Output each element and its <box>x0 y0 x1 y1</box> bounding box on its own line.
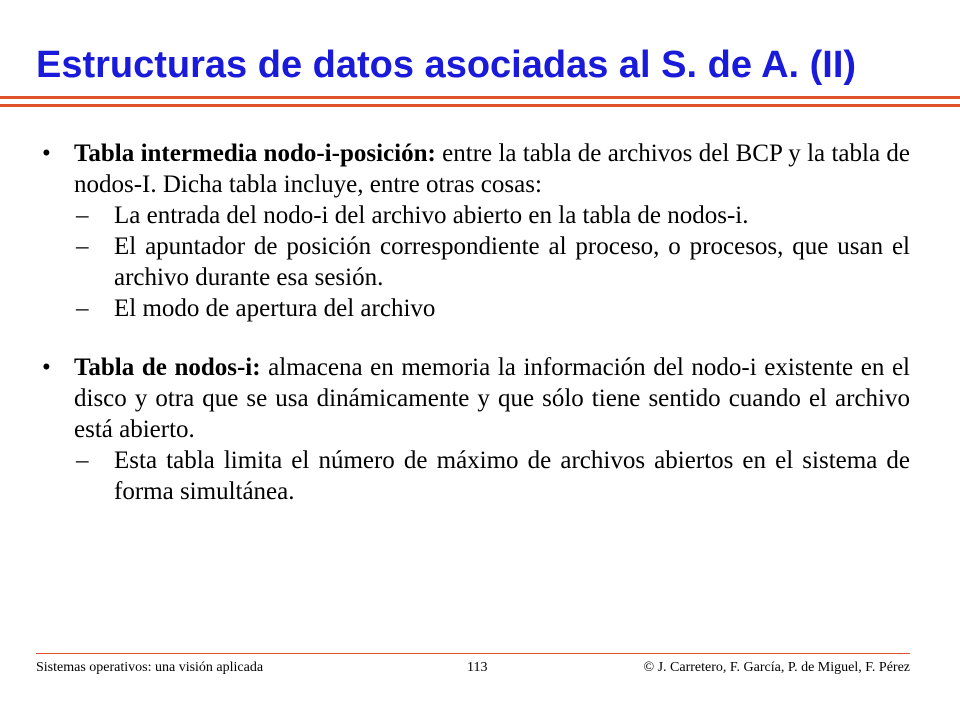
dash-icon: – <box>76 295 89 322</box>
sub-item-text: Esta tabla limita el número de máximo de archivos abiertos en el sistema de forma simultánea. <box>114 447 910 505</box>
bullet-term: Tabla de nodos-i: <box>74 354 261 381</box>
dash-icon: – <box>76 447 89 474</box>
bullet-item-1 <box>36 138 910 200</box>
bullet-icon: • <box>42 354 51 381</box>
footer-page-number: 113 <box>467 660 488 675</box>
bullet-item-2 <box>36 352 910 445</box>
title-rule-bottom <box>0 104 960 107</box>
sub-item <box>76 445 910 507</box>
sub-item <box>76 293 910 324</box>
sub-item-text: El modo de apertura del archivo <box>114 295 436 322</box>
bullet-term: Tabla intermedia nodo-i-posición: <box>74 140 436 167</box>
title-rule-top <box>0 96 960 99</box>
bullet-text: entre la tabla de archivos del BCP y la tabla de nodos-I. Dicha tabla incluye, entre otras cosas: <box>74 140 911 198</box>
sub-item-text: La entrada del nodo-i del archivo abierto en la tabla de nodos-i. <box>114 202 749 229</box>
bullet-icon: • <box>42 140 51 167</box>
footer-authors: © J. Carretero, F. García, P. de Miguel, F. Pérez <box>643 660 910 675</box>
sub-item <box>76 231 910 293</box>
bullet-text: almacena en memoria la información del nodo-i existente en el disco y otra que se usa dinámicamente y que sólo tiene sentido cuando el archivo está abierto. <box>74 354 910 443</box>
footer-rule <box>36 653 910 654</box>
dash-icon: – <box>76 202 89 229</box>
footer-book-title: Sistemas operativos: una visión aplicada <box>36 660 264 675</box>
slide-title: Estructuras de datos asociadas al S. de A. (II) <box>36 44 857 86</box>
slide-content <box>36 138 910 507</box>
dash-icon: – <box>76 233 89 260</box>
sub-item <box>76 200 910 231</box>
sub-item-text: El apuntador de posición correspondiente al proceso, o procesos, que usan el archivo durante esa sesión. <box>114 233 910 291</box>
